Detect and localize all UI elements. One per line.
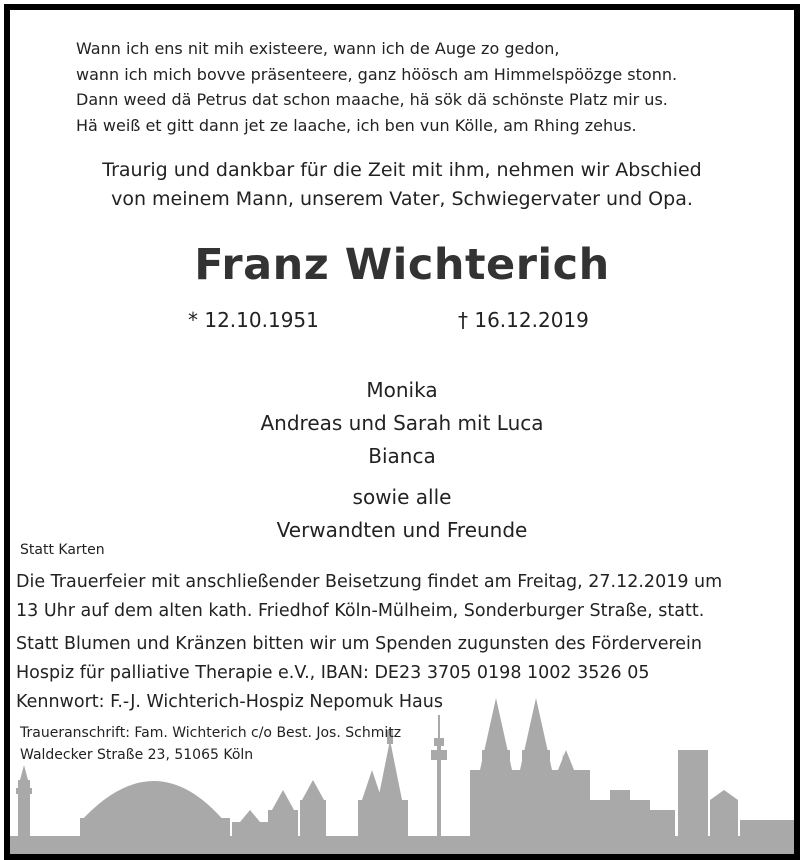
funeral-details (16, 568, 722, 717)
address-line: Traueranschrift: Fam. Wichterich c/o Best. Jos. Schmitz (20, 725, 402, 741)
family-member: Monika (366, 378, 438, 402)
statt-karten-label: Statt Karten (20, 542, 105, 558)
death-date: † 16.12.2019 (458, 308, 589, 332)
obituary-frame (4, 4, 800, 860)
family-member: Bianca (368, 444, 436, 468)
family-also: Verwandten und Freunde (276, 518, 528, 542)
intro-text (10, 156, 794, 214)
family-member: Andreas und Sarah mit Luca (260, 411, 544, 435)
poem-line: Dann weed dä Petrus dat schon maache, hä sök dä schönste Platz mir us. (76, 90, 668, 109)
family-list (10, 374, 794, 547)
address-line: Waldecker Straße 23, 51065 Köln (20, 747, 254, 763)
donation-line: Statt Blumen und Kränzen bitten wir um Spenden zugunsten des Förderverein (16, 634, 702, 654)
poem-line: wann ich mich bovve präsenteere, ganz höösch am Himmelspöözge stonn. (76, 64, 678, 84)
donation-line: Kennwort: F.-J. Wichterich-Hospiz Nepomuk Haus (16, 692, 443, 712)
funeral-line: Die Trauerfeier mit anschließender Beisetzung findet am Freitag, 27.12.2019 um (16, 572, 723, 592)
birth-date: * 12.10.1951 (188, 308, 319, 332)
mourning-address (20, 722, 401, 766)
deceased-name: Franz Wichterich (194, 240, 610, 290)
poem-line: Wann ich ens nit mih existeere, wann ich de Auge zo gedon, (76, 39, 560, 58)
poem-line: Hä weiß et gitt dann jet ze laache, ich ben vun Kölle, am Rhing zehus. (76, 115, 637, 135)
poem (76, 36, 677, 138)
funeral-line: 13 Uhr auf dem alten kath. Friedhof Köln-Mülheim, Sonderburger Straße, statt. (16, 601, 705, 621)
family-also: sowie alle (352, 485, 452, 509)
intro-line: Traurig und dankbar für die Zeit mit ihm, nehmen wir Abschied (102, 159, 702, 181)
donation-line: Hospiz für palliative Therapie e.V., IBAN: DE23 3705 0198 1002 3526 05 (16, 663, 650, 683)
intro-line: von meinem Mann, unserem Vater, Schwiegervater und Opa. (111, 188, 693, 210)
